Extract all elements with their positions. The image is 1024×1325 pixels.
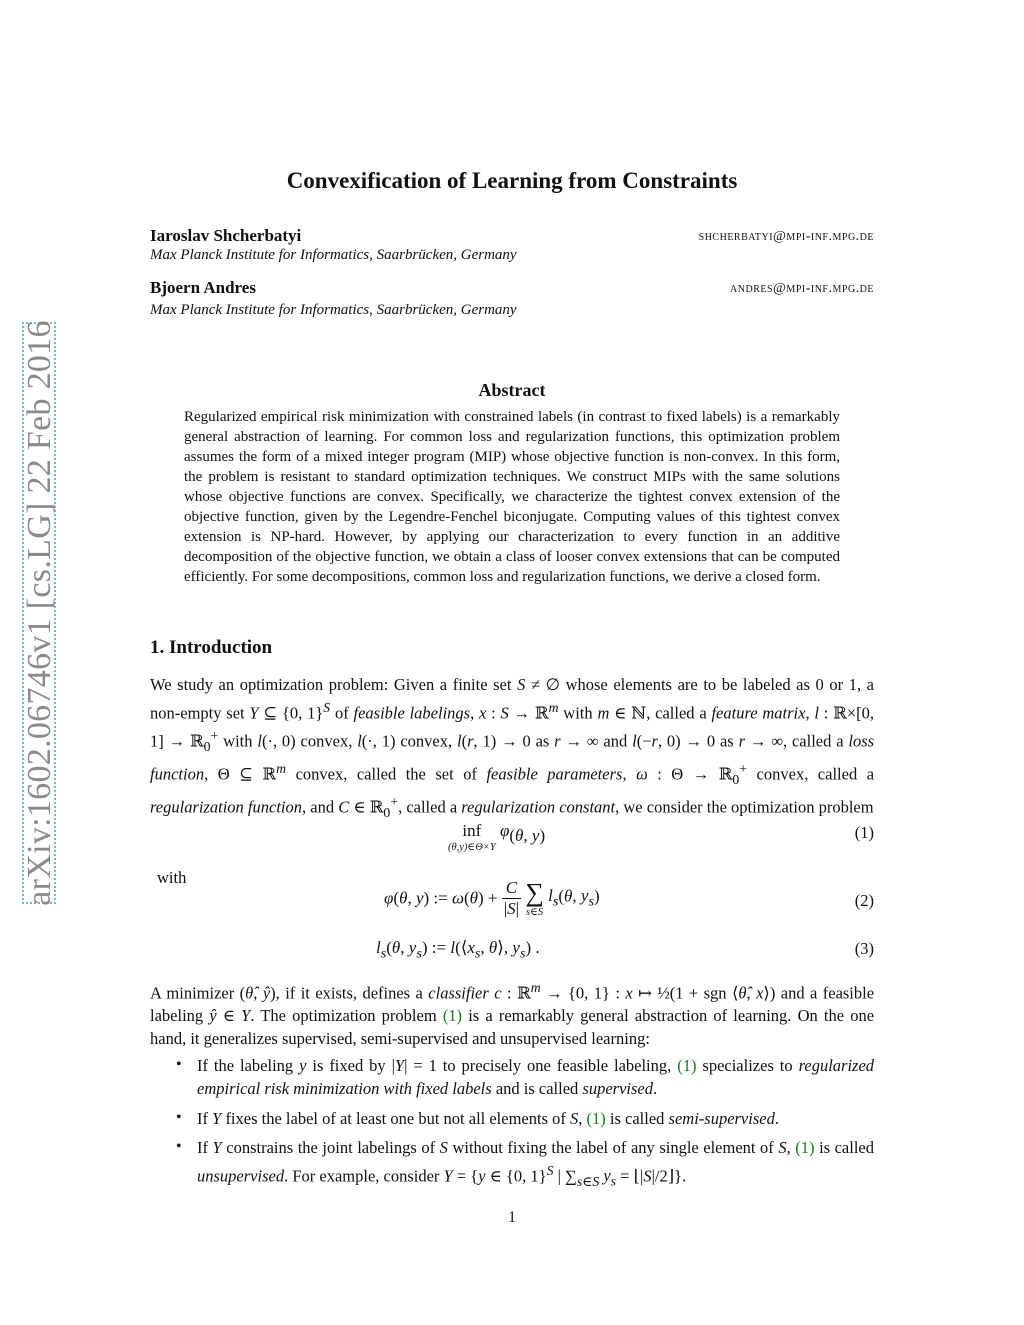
bullet-item-unsupervised: If Y constrains the joint labelings of S without fixing the label of any single element of S, (1) is called unsupervised. For example, consider Y = {y ∈ {0, 1}$^S$ | $\sum_{s\in S}$ $y_s$ = ⌊|S|/2⌋}.	[197, 1138, 875, 1189]
arxiv-sidebar	[20, 322, 60, 904]
author-affiliation-2: Max Planck Institute for Informatics, Saarbrücken, Germany	[150, 302, 517, 318]
section-heading-introduction: 1. Introduction	[150, 637, 273, 658]
author-name-1: Iaroslav Shcherbatyi	[150, 226, 302, 245]
author-email-2[interactable]: andres@mpi-inf.mpg.de	[730, 281, 874, 296]
bullet-marker-3: •	[176, 1138, 182, 1155]
equation-ref-1[interactable]: (1)	[442, 1006, 463, 1025]
arxiv-id: arXiv:1602.06746v1 [cs.LG] 22 Feb 2016	[21, 320, 58, 906]
author-email-1[interactable]: shcherbatyi@mpi-inf.mpg.de	[698, 229, 874, 244]
equation-3: $l_s(\theta$, $y_s$) := $l(⟨x_s$, θ⟩, $y_s$) .	[376, 938, 540, 962]
equation-1: inf (θ,y)∈Θ×Y φ(θ, y)	[448, 821, 546, 853]
page-number: 1	[508, 1209, 516, 1226]
bullet-marker-1: •	[176, 1056, 182, 1073]
equation-number-1: (1)	[854, 823, 874, 842]
equation-ref-1[interactable]: (1)	[586, 1109, 606, 1128]
author-name-2: Bjoern Andres	[150, 278, 256, 297]
paper-title: Convexification of Learning from Constraints	[286, 168, 738, 193]
bullet-marker-2: •	[176, 1109, 182, 1126]
abstract-heading: Abstract	[478, 380, 546, 400]
author-affiliation-1: Max Planck Institute for Informatics, Saarbrücken, Germany	[150, 247, 517, 263]
bullet-item-supervised: If the labeling y is fixed by |Y| = 1 to precisely one feasible labeling, (1) specializes to regularized empirical risk minimization with fixed labels and is called supervised.	[197, 1056, 875, 1098]
equation-number-2: (2)	[854, 891, 874, 910]
abstract-body: Regularized empirical risk minimization with constrained labels (in contrast to fixed labels) is a remarkably general abstraction of learning. For common loss and regularization functions, this optimization problem assumes the form of a mixed integer program (MIP) whose objective function is non-convex. In this form, the problem is resistant to standard optimization techniques. We construct MIPs with the same solutions whose objective functions are convex. Specifically, we characterize the tightest convex extension of the objective function, given by the Legendre-Fenchel biconjugate. Computing values of this tightest convex extension is NP-hard. However, by applying our characterization to every function in an additive decomposition of the objective function, we obtain a class of looser convex extensions that can be computed efficiently. For some decompositions, common loss and regularization functions, we derive a closed form.	[184, 409, 840, 585]
intro-paragraph-1: We study an optimization problem: Given a finite set S ≠ ∅ whose elements are to be labeled as 0 or 1, a non-empty set Y ⊆ {0, 1}$^S$ of feasible labelings, x : S → ℝ$^m$ with m ∈ ℕ, called a feature matrix, l : ℝ×[0, 1] → ℝ$_0$+ with l(·, 0) convex, l(·, 1) convex, l(r, 1) → 0 as r → ∞ and l(−r, 0) → 0 as r → ∞, called a loss function, Θ ⊆ ℝ$^m$ convex, called the set of feasible parameters, ω : Θ → ℝ$_0$+ convex, called a regularization function, and C ∈ ℝ$_0$+, called a regularization constant, we consider the optimization problem	[150, 675, 875, 820]
with-label: with	[157, 868, 187, 887]
equation-ref-1[interactable]: (1)	[677, 1056, 697, 1075]
equation-number-3: (3)	[854, 939, 874, 958]
equation-ref-1[interactable]: (1)	[795, 1138, 815, 1157]
bullet-item-semi-supervised: If Y fixes the label of at least one but not all elements of S, (1) is called semi-supervised.	[197, 1109, 779, 1128]
intro-paragraph-2: A minimizer (θ̂, ŷ), if it exists, defines a classifier c : ℝ$^m$ → {0, 1} : x ↦ ½(1 + sgn ⟨θ̂, x⟩) and a feasible labeling ŷ ∈ Y. The optimization problem (1) is a remarkably general abstraction of learning. On the one hand, it generalizes supervised, semi-supervised and unsupervised learning:	[150, 980, 875, 1048]
equation-2: φ(θ, y) := ω(θ) + $\frac{C}{|S|}$ ∑ s∈S $l_s(\theta$, $y_s$)	[384, 877, 600, 918]
